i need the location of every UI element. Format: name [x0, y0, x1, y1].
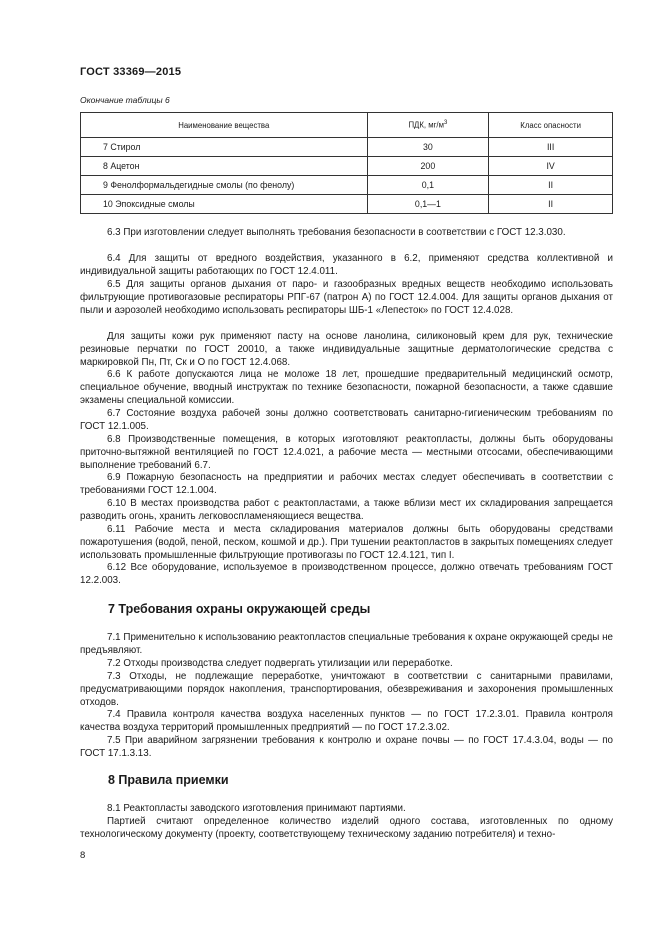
pdk-unit-exponent: 3: [443, 120, 448, 127]
paragraph-6-9: 6.9 Пожарную безопасность на предприятии и рабочих местах следует обеспечивать в соответствии с требованиями ГОСТ 12.1.004.: [80, 472, 613, 497]
document-header: ГОСТ 33369—2015: [80, 66, 182, 78]
paragraph-6-12: 6.12 Все оборудование, используемое в производственном процессе, должно отвечать требованиям ГОСТ 12.2.003.: [80, 562, 613, 587]
cell-class: II: [489, 176, 613, 195]
table-row: [81, 195, 613, 214]
paragraph-6-5-skin: Для защиты кожи рук применяют пасту на основе ланолина, силиконовый крем для рук, технические резиновые перчатки по ГОСТ 20010, а также индивидуальные защитные дерматологические средства с маркировкой Пн, Пт, Ск и О по ГОСТ 12.4.068.: [80, 331, 613, 369]
cell-pdk: 30: [367, 138, 489, 157]
cell-class: II: [489, 195, 613, 214]
column-header-class: Класс опасности: [489, 113, 613, 138]
table-row: [81, 138, 613, 157]
paragraph-7-3: 7.3 Отходы, не подлежащие переработке, уничтожают в соответствии с санитарными правилами, предусматривающими порядок накопления, транспортирования, обезвреживания и захоронения промышленных отходов.: [80, 671, 613, 709]
paragraph-6-3: 6.3 При изготовлении следует выполнять требования безопасности в соответствии с ГОСТ 12.3.030.: [107, 227, 566, 238]
table-caption: Окончание таблицы 6: [80, 95, 170, 105]
cell-name: 8 Ацетон: [81, 157, 368, 176]
cell-pdk: 0,1: [367, 176, 489, 195]
pdk-unit-label: ПДК, мг/м: [408, 120, 444, 130]
column-header-name: Наименование вещества: [81, 113, 368, 138]
column-header-pdk: [367, 113, 489, 138]
section-7-heading: 7 Требования охраны окружающей среды: [108, 602, 371, 616]
cell-name: 10 Эпоксидные смолы: [81, 195, 368, 214]
paragraph-7-4: 7.4 Правила контроля качества воздуха населенных пунктов — по ГОСТ 17.2.3.01. Правила контроля качества воздуха территорий промышленных предприятий — по ГОСТ 17.2.3.02.: [80, 709, 613, 734]
paragraph-8-1: 8.1 Реактопласты заводского изготовления принимают партиями.: [107, 803, 406, 814]
cell-name: 9 Фенолформальдегидные смолы (по фенолу): [81, 176, 368, 195]
paragraph-6-5: 6.5 Для защиты органов дыхания от паро- и газообразных вредных веществ необходимо использовать фильтрующие противогазовые респираторы РПГ-67 (патрон А) по ГОСТ 12.4.004. Для защиты органов дыхания от пыли и аэрозолей необходимо использовать респираторы ШБ-1 «Лепесток» по ГОСТ 12.4.028.: [80, 279, 613, 317]
cell-pdk: 0,1—1: [367, 195, 489, 214]
page-number: 8: [80, 850, 86, 861]
cell-class: IV: [489, 157, 613, 176]
paragraph-7-5: 7.5 При аварийном загрязнении требования к контролю и охране почвы — по ГОСТ 17.4.3.04, воды — по ГОСТ 17.1.3.13.: [80, 735, 613, 760]
paragraph-6-4: 6.4 Для защиты от вредного воздействия, указанного в 6.2, применяют средства коллективной и индивидуальной защиты работающих по ГОСТ 12.4.011.: [80, 253, 613, 278]
paragraph-7-2: 7.2 Отходы производства следует подвергать утилизации или переработке.: [107, 658, 453, 669]
table-row: [81, 157, 613, 176]
cell-name: 7 Стирол: [81, 138, 368, 157]
paragraph-7-1: 7.1 Применительно к использованию реактопластов специальные требования к охране окружающей среды не предъявляют.: [80, 632, 613, 657]
paragraph-6-11: 6.11 Рабочие места и места складирования материалов должны быть оборудованы средствами пожаротушения (водой, пеной, песком, кошмой и др.). При тушении реактопластов в закрытых помещениях следует использовать промышленные фильтрующие противогазы по ГОСТ 12.4.121, тип I.: [80, 524, 613, 562]
table-row: [81, 176, 613, 195]
substances-table: [80, 112, 613, 214]
paragraph-6-10: 6.10 В местах производства работ с реактопластами, а также вблизи мест их складирования запрещается разводить огонь, хранить легковоспламеняющиеся вещества.: [80, 498, 613, 523]
paragraph-8-1-batch: Партией считают определенное количество изделий одного состава, изготовленных по одному технологическому документу (проекту, соответствующему техническому заданию потребителя) и техно-: [80, 816, 613, 841]
paragraph-6-7: 6.7 Состояние воздуха рабочей зоны должно соответствовать санитарно-гигиеническим требованиям по ГОСТ 12.1.005.: [80, 408, 613, 433]
section-8-heading: 8 Правила приемки: [108, 773, 229, 787]
cell-class: III: [489, 138, 613, 157]
cell-pdk: 200: [367, 157, 489, 176]
paragraph-6-6: 6.6 К работе допускаются лица не моложе 18 лет, прошедшие предварительный медицинский осмотр, специальное обучение, вводный инструктаж по технике безопасности, пожарной безопасности, а также сдавшие экзамены специальной комиссии.: [80, 369, 613, 407]
table-header-row: [81, 113, 613, 138]
paragraph-6-8: 6.8 Производственные помещения, в которых изготовляют реактопласты, должны быть оборудованы приточно-вытяжной вентиляцией по ГОСТ 12.4.021, а рабочие места — местными отсосами, обеспечивающими выполнение требований 6.7.: [80, 434, 613, 472]
